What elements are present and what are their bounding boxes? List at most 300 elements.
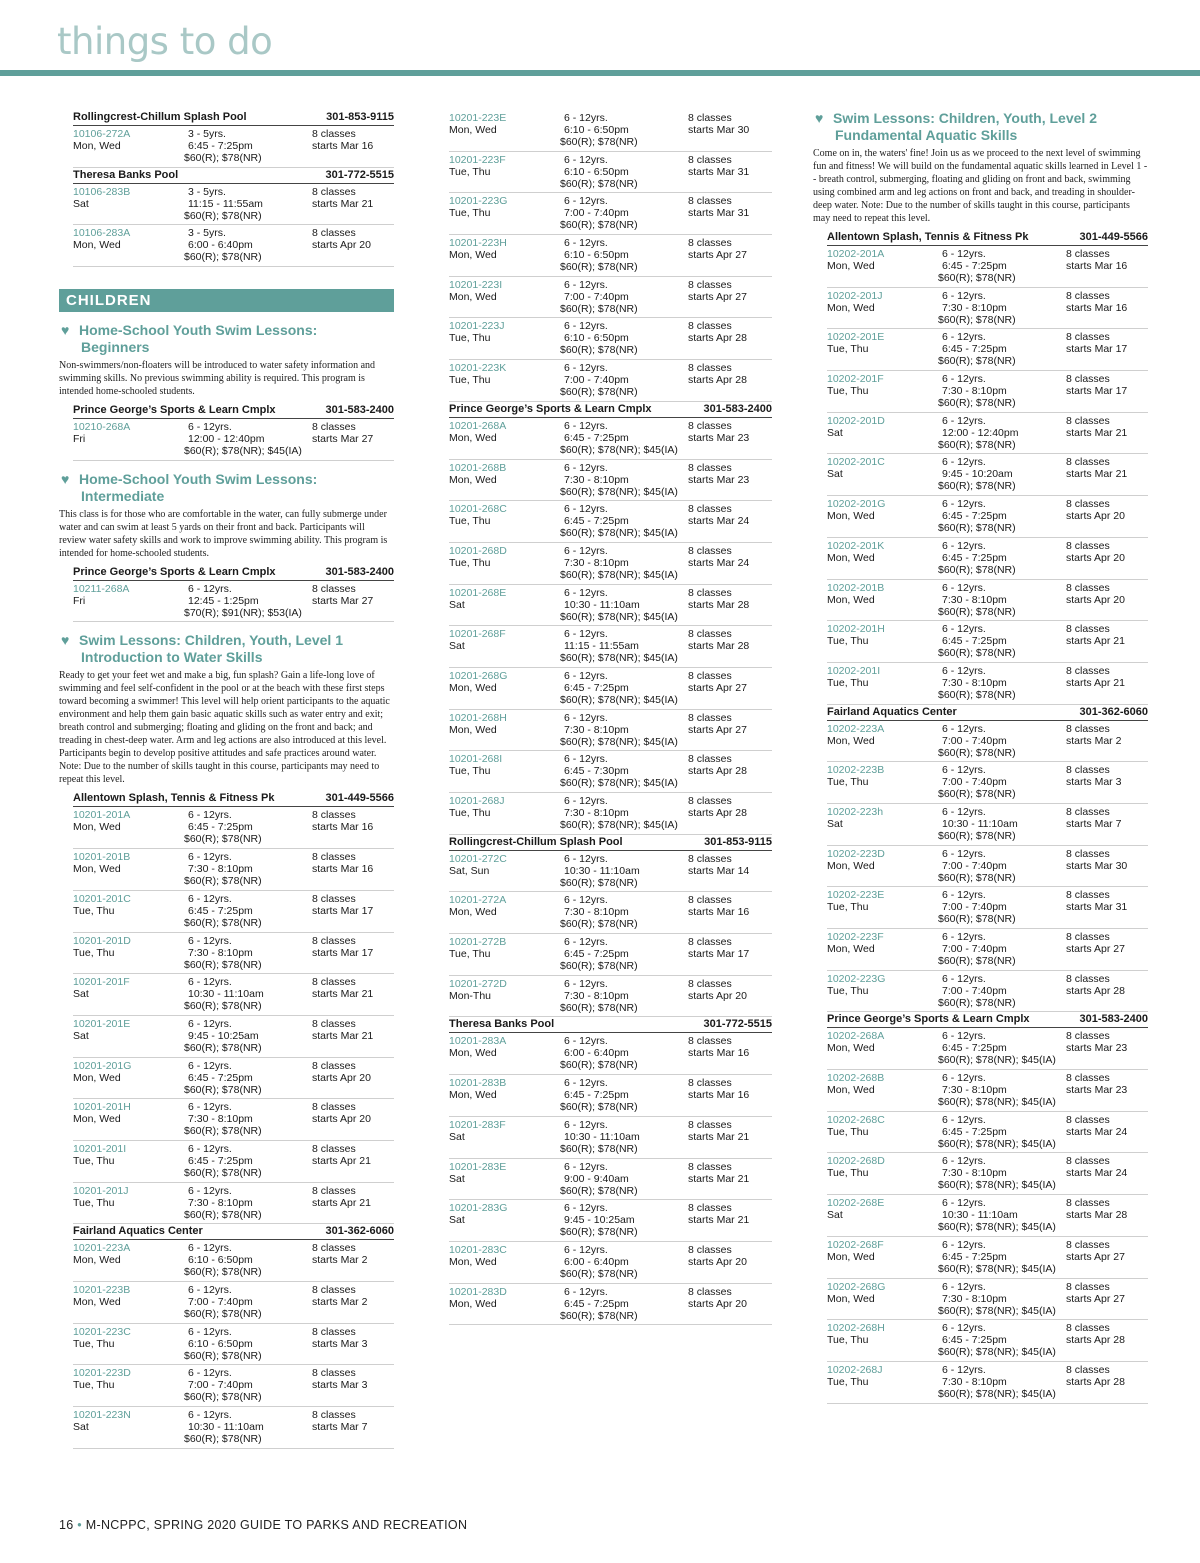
class-days: Mon-Thu [449,989,492,1002]
class-price: $60(R); $78(NR) [938,605,1016,618]
class-code: 10201-201D [73,934,131,947]
class-row [73,1240,394,1282]
class-age-time-price [184,128,312,167]
class-row [827,538,1148,580]
class-days: Mon, Wed [73,140,121,152]
class-row [73,419,394,461]
class-time: 6:10 - 6:50pm [564,332,629,345]
class-code: 10201-272B [449,936,507,949]
class-price: $60(R); $78(NR); $45(IA) [560,693,678,706]
class-age: 6 - 12yrs. [564,1160,608,1173]
facility-header [73,565,394,581]
section-title-line1: Home-School Youth Swim Lessons: [79,322,318,339]
class-start: starts Mar 28 [688,598,750,611]
class-count-start [312,1143,394,1182]
class-start: starts Apr 21 [312,1154,371,1167]
facility-name: Prince George’s Sports & Learn Cmplx [73,565,276,578]
class-code-days [73,1185,188,1224]
class-age: 6 - 12yrs. [564,1035,608,1048]
class-start: starts Mar 16 [312,140,374,152]
class-code-days [827,248,942,287]
class-age: 6 - 12yrs. [564,586,608,599]
class-code-days [827,1322,942,1361]
facility-phone: 301-583-2400 [325,404,394,417]
class-start: starts Apr 28 [688,374,747,387]
class-time: 7:00 - 7:40pm [942,901,1007,914]
class-code: 10202-268J [827,1363,883,1376]
class-code-days [449,587,564,626]
class-count: 8 classes [1066,1238,1110,1251]
class-code: 10202-201H [827,623,885,636]
class-time: 6:10 - 6:50pm [188,1337,253,1350]
class-code: 10106-283B [73,185,131,198]
class-count-start [688,795,772,834]
class-row [449,976,772,1018]
class-code: 10202-201A [827,248,885,260]
class-age: 6 - 12yrs. [188,1059,232,1072]
class-count-start [312,1185,394,1224]
class-code-days [827,1197,942,1236]
class-count-start [688,753,772,792]
class-count-start [1066,1364,1148,1403]
class-time: 6:10 - 6:50pm [564,249,629,262]
class-count: 8 classes [312,809,356,822]
class-time: 6:45 - 7:25pm [188,821,253,834]
class-code: 10201-268C [449,503,507,516]
class-start: starts Mar 23 [688,473,750,486]
class-time: 6:45 - 7:25pm [942,1334,1007,1347]
class-age-time-price [184,227,312,266]
class-price: $60(R); $78(NR); $45(IA) [938,1346,1056,1359]
class-age: 6 - 12yrs. [942,1113,986,1126]
class-price: $60(R); $78(NR); $45(IA) [938,1387,1056,1400]
class-count-start [312,128,394,167]
class-row [73,184,394,226]
class-price: $60(R); $78(NR); $45(IA) [560,610,678,623]
class-row [827,1028,1148,1070]
class-count: 8 classes [688,503,732,516]
class-price: $60(R); $78(NR) [184,1391,262,1404]
class-start: starts Apr 20 [688,989,747,1002]
class-age: 6 - 12yrs. [564,237,608,250]
class-count-start [1066,1030,1148,1069]
class-start: starts Apr 28 [1066,1375,1125,1388]
class-code: 10202-268G [827,1280,886,1293]
class-days: Mon, Wed [449,290,497,303]
class-row [827,454,1148,496]
class-row [73,1407,394,1449]
class-age-time-price [560,362,688,401]
class-price: $60(R); $78(NR); $45(IA) [184,445,302,458]
class-row [73,1058,394,1100]
section-description: Come on in, the waters' fine! Join us as we proceed to the next level of swimming fun and fitness! We will build on the fundamental aquatic skills learned in Level 1 -- breath control, submerging, floating and gliding on front and back, swimming using combined arm and leg actions on front and back, and treading in shoulder-deep water. Note: Due to the number of skills taught in this course, participants may need to repeat this level. [813,148,1148,224]
class-code: 10201-223K [449,362,507,375]
class-count: 8 classes [688,112,732,124]
class-start: starts Mar 3 [312,1337,368,1350]
class-code: 10202-201C [827,456,885,469]
class-age-time-price [184,1184,312,1224]
class-time: 7:30 - 8:10pm [188,1196,253,1209]
class-start: starts Apr 20 [1066,593,1125,606]
class-code: 10201-201B [73,851,131,864]
class-age: 6 - 12yrs. [942,1363,986,1376]
class-start: starts Apr 28 [688,765,747,778]
class-age: 6 - 12yrs. [942,889,986,902]
class-start: starts Mar 16 [688,1089,750,1102]
class-count: 8 classes [1066,289,1110,302]
class-count: 8 classes [312,128,356,140]
class-age-time-price [938,1322,1066,1361]
class-age-time-price [560,503,688,542]
class-count-start [312,976,394,1015]
class-age-time-price [938,456,1066,495]
class-code-days [449,670,564,709]
class-age: 6 - 12yrs. [188,421,232,434]
class-code-days [449,195,564,234]
class-count: 8 classes [312,934,356,947]
class-price: $60(R); $78(NR); $45(IA) [938,1054,1056,1067]
class-count-start [312,1101,394,1140]
section-band-children: CHILDREN [59,289,394,312]
class-age: 6 - 12yrs. [942,722,986,735]
class-code-days [449,1077,564,1116]
class-count-start [312,1018,394,1057]
class-time: 7:00 - 7:40pm [942,734,1007,747]
class-row [449,460,772,502]
class-code-days [73,186,188,225]
class-days: Sat, Sun [449,864,490,877]
class-age-time-price [184,1059,312,1099]
class-age: 6 - 12yrs. [564,852,608,865]
class-age: 6 - 12yrs. [942,498,986,511]
class-row [827,621,1148,663]
class-time: 7:30 - 8:10pm [564,906,629,919]
class-price: $60(R); $78(NR) [938,272,1016,284]
class-row [827,496,1148,538]
facility-header [73,110,394,126]
class-price: $60(R); $78(NR) [938,480,1016,493]
class-price: $60(R); $78(NR) [560,960,638,973]
class-age-time-price [560,936,688,975]
class-age-time-price [184,1284,312,1323]
class-count-start [312,186,394,225]
facility-phone: 301-449-5566 [325,792,394,805]
facility-phone: 301-853-9115 [704,835,772,848]
class-code-days [73,1326,188,1365]
class-age: 6 - 12yrs. [942,1155,986,1168]
class-days: Tue, Thu [449,765,491,778]
class-code-days [827,889,942,928]
class-age-time-price [560,237,688,276]
class-age-time-price [560,153,688,193]
class-start: starts Apr 21 [312,1196,371,1209]
class-count: 8 classes [1066,664,1110,677]
class-days: Mon, Wed [73,1113,121,1126]
class-price: $60(R); $78(NR) [184,251,262,264]
class-days: Mon, Wed [827,1250,875,1263]
class-age: 6 - 12yrs. [942,248,986,260]
class-start: starts Mar 16 [1066,260,1128,272]
class-price: $60(R); $78(NR) [560,1142,638,1155]
class-time: 6:45 - 7:25pm [942,343,1007,356]
class-row [73,1282,394,1324]
class-days: Mon, Wed [449,1297,497,1310]
facility-name: Allentown Splash, Tennis & Fitness Pk [827,231,1029,243]
class-age: 3 - 5yrs. [188,227,226,240]
class-code-days [73,583,188,622]
class-count-start [1066,623,1148,662]
class-row [73,126,394,168]
class-code-days [73,976,188,1015]
class-time: 7:30 - 8:10pm [188,1113,253,1126]
class-code: 10201-283C [449,1243,507,1256]
class-count-start [312,1326,394,1365]
class-code-days [827,582,942,621]
class-time: 6:45 - 7:25pm [564,431,629,444]
class-start: starts Mar 21 [688,1214,750,1227]
class-days: Mon, Wed [449,1047,497,1060]
class-age-time-price [560,1077,688,1116]
class-price: $60(R); $78(NR); $45(IA) [560,652,678,665]
class-code: 10201-201H [73,1101,131,1114]
class-price: $60(R); $78(NR) [560,1309,638,1322]
class-count-start [1066,1197,1148,1236]
class-age: 3 - 5yrs. [188,128,226,140]
class-row [827,971,1148,1013]
class-code-days [73,1409,188,1448]
class-count-start [1066,889,1148,928]
facility-name: Rollingcrest-Chillum Splash Pool [449,835,623,848]
class-time: 10:30 - 11:10am [564,864,640,877]
class-start: starts Apr 27 [1066,1250,1125,1263]
class-price: $60(R); $78(NR) [184,1349,262,1362]
facility-phone: 301-772-5515 [325,168,394,181]
class-start: starts Apr 20 [1066,551,1125,564]
class-price: $60(R); $78(NR) [184,1041,262,1054]
class-price: $60(R); $78(NR) [560,1226,638,1239]
class-time: 6:45 - 7:25pm [942,635,1007,648]
class-price: $60(R); $78(NR) [938,955,1016,967]
class-count: 8 classes [312,1142,356,1155]
class-count: 8 classes [312,892,356,905]
class-code: 10201-223J [449,320,505,333]
column-2 [449,110,772,1325]
class-row [449,235,772,277]
class-age: 6 - 12yrs. [188,809,232,822]
heart-icon: ♥ [61,322,70,339]
facility-header [449,835,772,851]
class-age-time-price [938,581,1066,621]
class-row [827,887,1148,929]
class-days: Sat [73,988,89,1001]
class-code: 10202-223h [827,805,884,818]
class-days: Mon, Wed [449,431,497,444]
class-start: starts Mar 31 [688,207,750,220]
class-code: 10202-268C [827,1113,885,1126]
class-days: Tue, Thu [449,165,491,178]
class-count-start [688,420,772,459]
class-age-time-price [560,669,688,709]
class-count-start [688,936,772,975]
class-row [827,371,1148,413]
class-row [449,1200,772,1242]
facility-phone: 301-449-5566 [1079,231,1148,243]
class-code-days [73,1284,188,1323]
facility-phone: 301-583-2400 [1079,1013,1148,1026]
class-price: $60(R); $78(NR); $45(IA) [938,1262,1056,1275]
class-time: 7:30 - 8:10pm [942,1375,1007,1388]
class-count-start [688,894,772,933]
class-start: starts Mar 28 [688,640,750,653]
class-start: starts Apr 28 [1066,1334,1125,1347]
class-days: Sat [827,817,843,830]
facility-name: Prince George’s Sports & Learn Cmplx [73,404,276,417]
class-time: 9:45 - 10:25am [564,1214,635,1227]
class-count-start [312,227,394,266]
class-age: 6 - 12yrs. [942,456,986,469]
class-age-time-price [938,847,1066,887]
class-days: Mon, Wed [73,1071,121,1084]
class-age-time-price [184,1409,312,1448]
class-time: 10:30 - 11:10am [564,598,640,611]
class-days: Tue, Thu [73,1154,115,1167]
class-count-start [688,237,772,276]
class-price: $60(R); $78(NR) [938,996,1016,1009]
class-code-days [827,498,942,537]
class-price: $60(R); $78(NR) [938,871,1016,884]
class-days: Mon, Wed [449,906,497,919]
class-start: starts Mar 21 [312,1029,374,1042]
class-age: 6 - 12yrs. [942,1197,986,1210]
class-row [73,807,394,849]
class-days: Tue, Thu [827,635,869,648]
class-time: 6:45 - 7:25pm [564,1297,629,1310]
class-code: 10201-272C [449,852,507,865]
class-time: 6:45 - 7:25pm [564,515,629,528]
class-age: 6 - 12yrs. [564,153,608,166]
class-start: starts Mar 24 [688,515,750,528]
facility-phone: 301-853-9115 [326,111,394,123]
class-count: 8 classes [312,421,356,434]
class-count: 8 classes [1066,248,1110,260]
class-age: 6 - 12yrs. [942,1030,986,1043]
class-count-start [688,195,772,234]
class-row [827,1320,1148,1362]
class-age-time-price [184,892,312,932]
class-count: 8 classes [312,976,356,989]
class-time: 10:30 - 11:10am [188,988,264,1001]
class-count: 8 classes [1066,456,1110,469]
class-price: $60(R); $78(NR) [938,647,1016,660]
class-price: $60(R); $78(NR) [938,438,1016,451]
class-price: $60(R); $78(NR) [938,313,1016,326]
class-code-days [827,723,942,762]
class-time: 7:00 - 7:40pm [564,207,629,220]
facility-name: Allentown Splash, Tennis & Fitness Pk [73,792,275,805]
class-code: 10201-201J [73,1184,129,1197]
heart-icon: ♥ [815,110,824,126]
class-code: 10202-201J [827,289,883,302]
class-age: 6 - 12yrs. [188,1367,232,1380]
class-count-start [1066,1155,1148,1194]
class-row [827,329,1148,371]
class-count-start [1066,806,1148,845]
class-age: 6 - 12yrs. [942,289,986,302]
facility-header [73,791,394,807]
class-count: 8 classes [1066,373,1110,386]
class-time: 7:30 - 8:10pm [942,676,1007,689]
class-price: $60(R); $78(NR) [184,152,262,164]
class-days: Tue, Thu [827,1334,869,1347]
class-code: 10202-201D [827,414,885,427]
class-age: 6 - 12yrs. [564,795,608,807]
class-count-start [312,1242,394,1281]
class-age-time-price [560,1035,688,1074]
class-price: $60(R); $78(NR) [560,261,638,274]
class-start: starts Mar 31 [688,165,750,178]
class-row [73,225,394,267]
class-age-time-price [938,1280,1066,1320]
facility-header [73,403,394,419]
class-start: starts Mar 28 [1066,1209,1128,1222]
class-code: 10201-283D [449,1285,507,1298]
class-start: starts Mar 24 [688,556,750,569]
class-time: 7:30 - 8:10pm [564,723,629,736]
program-section [59,322,394,461]
class-age-time-price [938,414,1066,454]
class-start: starts Mar 17 [312,904,374,917]
class-code-days [73,1018,188,1057]
class-age-time-price [938,1113,1066,1153]
class-days: Mon, Wed [449,681,497,694]
class-count-start [1066,373,1148,412]
class-start: starts Mar 16 [1066,301,1128,314]
class-count: 8 classes [1066,1280,1110,1293]
class-count-start [312,935,394,974]
class-row [449,1075,772,1117]
class-row [449,751,772,793]
class-row [827,762,1148,804]
class-age-time-price [560,795,688,834]
class-code-days [73,809,188,848]
class-count-start [312,1367,394,1406]
class-count-start [1066,764,1148,803]
class-count: 8 classes [688,153,732,166]
class-age: 6 - 12yrs. [564,936,608,949]
class-age-time-price [938,289,1066,329]
class-age-time-price [560,544,688,584]
class-age-time-price [560,1160,688,1200]
class-code: 10201-283F [449,1118,506,1131]
class-code: 10202-201E [827,331,885,344]
class-count: 8 classes [1066,1197,1110,1210]
page-footer [59,1518,467,1532]
class-price: $60(R); $78(NR) [560,386,638,399]
class-code-days [827,415,942,454]
class-time: 7:00 - 7:40pm [564,290,629,303]
class-days: Tue, Thu [73,946,115,959]
class-count-start [688,1244,772,1283]
class-time: 6:45 - 7:25pm [188,904,253,917]
class-time: 10:30 - 11:10am [942,1209,1018,1222]
class-age-time-price [560,711,688,751]
class-count: 8 classes [688,1243,732,1256]
class-price: $60(R); $78(NR); $45(IA) [560,485,678,498]
class-count: 8 classes [1066,722,1110,735]
class-age-time-price [938,1030,1066,1069]
class-age-time-price [938,972,1066,1012]
class-age-time-price [560,195,688,234]
